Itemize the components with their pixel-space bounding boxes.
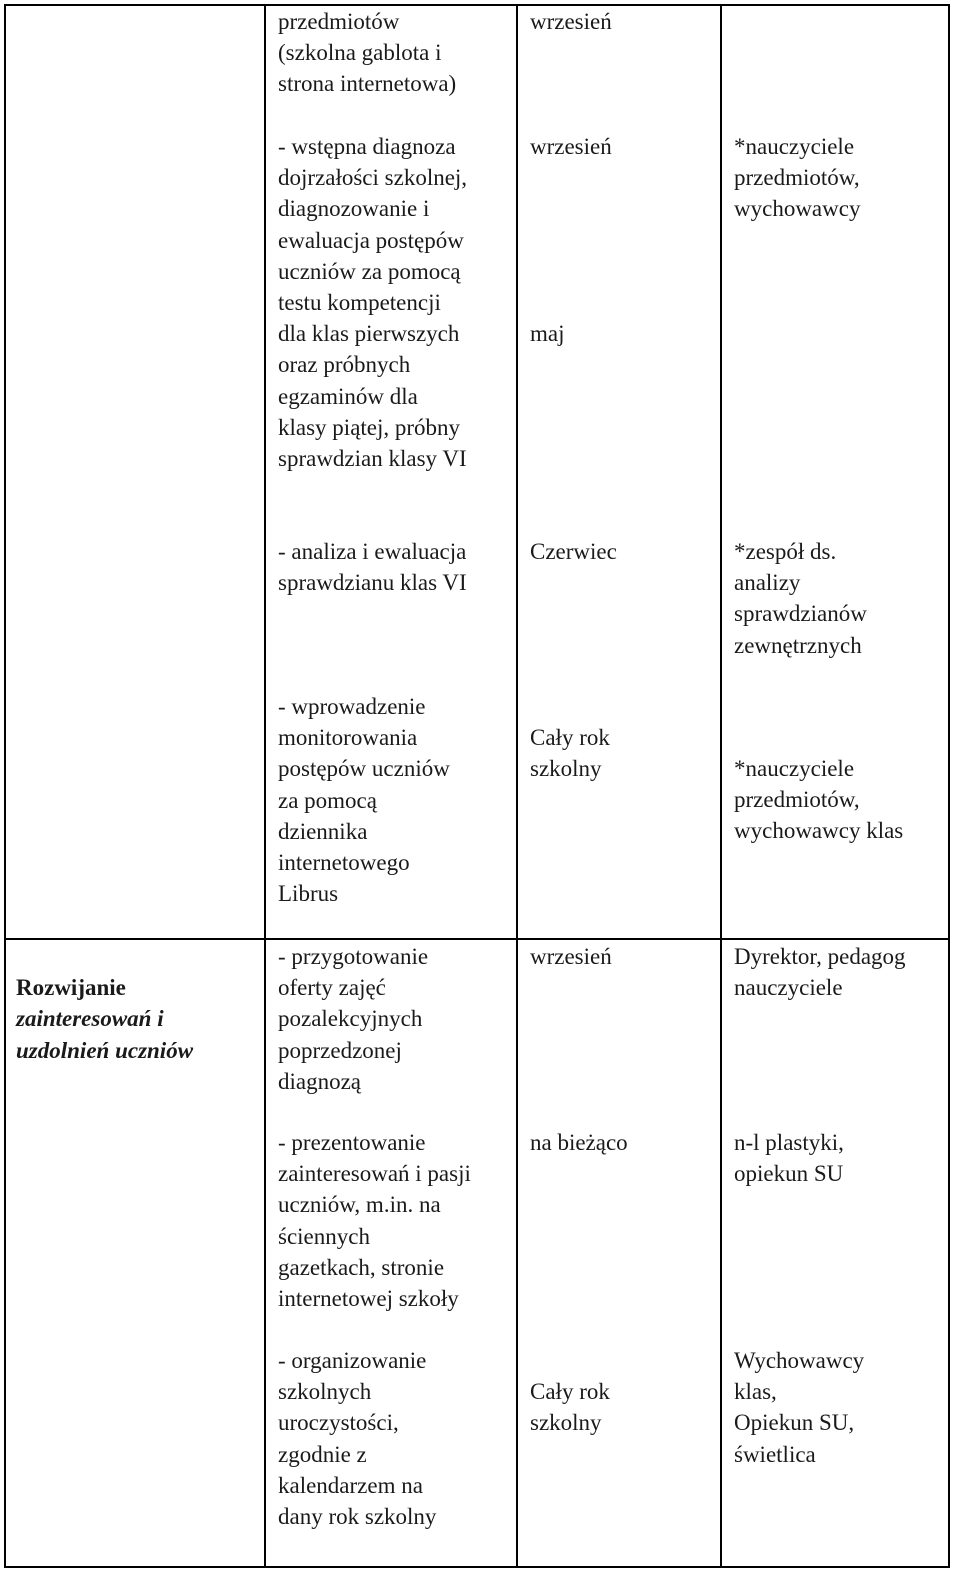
column-divider [264, 4, 266, 1568]
responsible-cell: Dyrektor, pedagog nauczyciele [734, 944, 906, 1001]
section-title-line1: Rozwijanie [16, 975, 126, 1001]
activity-cell: - organizowanie szkolnych uroczystości, zgodnie z kalendarzem na dany rok szkolny [278, 1348, 437, 1530]
responsible-cell: *zespół ds. analizy sprawdzianów zewnętrznych [734, 539, 867, 658]
activity-cell: - analiza i ewaluacja sprawdzianu klas VI [278, 539, 467, 596]
term-cell: maj [530, 321, 565, 346]
term-cell: na bieżąco [530, 1130, 628, 1155]
term-cell: Cały rok szkolny [530, 725, 610, 782]
responsible-cell: n-l plastyki, opiekun SU [734, 1130, 844, 1187]
activity-cell: - wstępna diagnoza dojrzałości szkolnej, diagnozowanie i ewaluacja postępów uczniów za pomocą testu kompetencji dla klas pierwszych oraz próbnych egzaminów dla klasy piątej, próbny sprawdzian klasy VI [278, 134, 468, 472]
responsible-cell: *nauczyciele przedmiotów, wychowawcy [734, 134, 861, 222]
responsible-cell: Wychowawcy klas, Opiekun SU, świetlica [734, 1348, 865, 1467]
activity-cell: - prezentowanie zainteresowań i pasji uczniów, m.in. na ściennych gazetkach, stronie internetowej szkoły [278, 1130, 471, 1312]
term-cell: wrzesień [530, 9, 612, 34]
responsible-cell: *nauczyciele przedmiotów, wychowawcy klas [734, 756, 904, 844]
row-divider [4, 938, 950, 940]
section-title [16, 941, 256, 1097]
activity-cell: przedmiotów (szkolna gablota i strona internetowa) [278, 9, 457, 97]
term-cell: wrzesień [530, 134, 612, 159]
activity-cell: - wprowadzenie monitorowania postępów uczniów za pomocą dziennika internetowego Librus [278, 694, 450, 907]
activity-cell: - przygotowanie oferty zajęć pozalekcyjnych poprzedzonej diagnozą [278, 944, 429, 1094]
section-title-rest: zainteresowań i uzdolnień uczniów [16, 1006, 194, 1063]
term-cell: wrzesień [530, 944, 612, 969]
term-cell: Czerwiec [530, 539, 617, 564]
term-cell: Cały rok szkolny [530, 1379, 610, 1436]
column-divider [720, 4, 722, 1568]
